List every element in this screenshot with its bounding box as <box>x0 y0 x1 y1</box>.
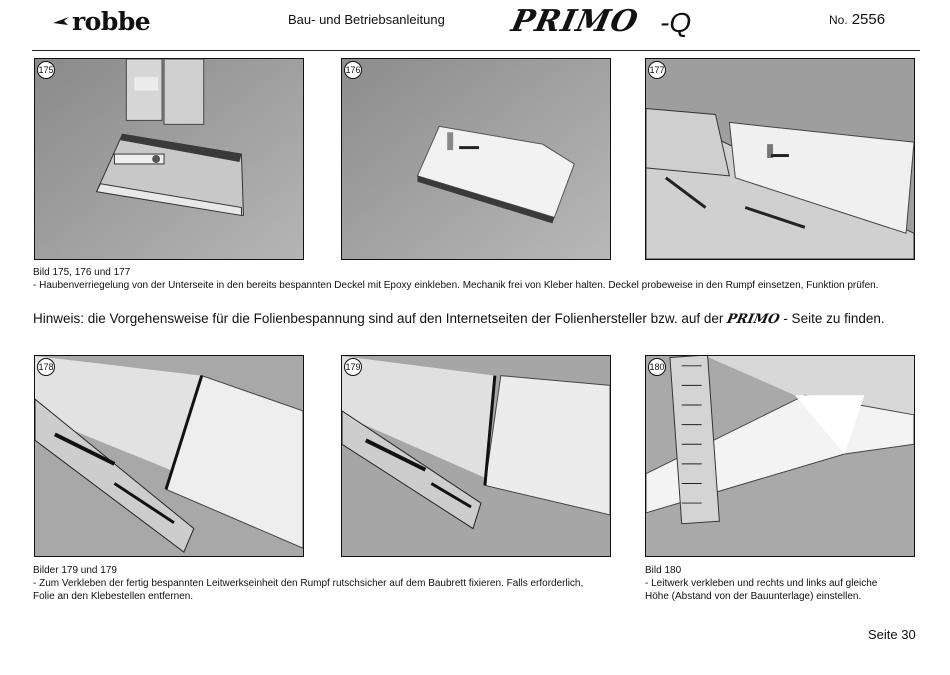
caption-text-row1: - Haubenverriegelung von der Unterseite in den bereits bespannten Deckel mit Epoxy einkleben. Mechanik frei von Kleber halten. Deckel probeweise in den Rumpf einsetzen, Funktion prüfen. <box>33 280 879 291</box>
photo-number-badge: 175 <box>37 61 55 79</box>
caption-line2-row3: Höhe (Abstand von der Bauunterlage) einstellen. <box>645 591 862 602</box>
photo-179 <box>341 355 611 557</box>
hint-text-before: Hinweis: die Vorgehensweise für die Folienbespannung sind auf den Internetseiten der Folienhersteller bzw. auf der <box>33 311 728 326</box>
photo-number-badge: 178 <box>37 358 55 376</box>
photo-number-badge: 179 <box>344 358 362 376</box>
caption-line2-row2: Folie an den Klebestellen entfernen. <box>33 591 194 602</box>
plane-icon <box>52 14 70 28</box>
caption-title-row1: Bild 175, 176 und 177 <box>33 267 131 278</box>
caption-line1-row2: - Zum Verkleben der fertig bespannten Leitwerkseinheit den Rumpf rutschsicher auf dem Baubrett fixieren. Falls erforderlich, <box>33 578 584 589</box>
photo-number-badge: 176 <box>344 61 362 79</box>
photo-176 <box>341 58 611 260</box>
photo-180 <box>645 355 915 557</box>
photo-178 <box>34 355 304 557</box>
hint-text-after: - Seite zu finden. <box>779 311 885 326</box>
primo-logo: PRIMO <box>508 4 642 39</box>
order-number-label: No. <box>829 13 848 27</box>
robbe-logo <box>52 6 150 36</box>
order-number <box>829 11 885 28</box>
caption-title-row3: Bild 180 <box>645 565 682 576</box>
caption-line1-row3: - Leitwerk verkleben und rechts und links auf gleiche <box>645 578 878 589</box>
hint-text <box>33 311 885 327</box>
photo-number-badge: 177 <box>648 61 666 79</box>
photo-number-badge: 180 <box>648 358 666 376</box>
order-number-value: 2556 <box>851 11 886 28</box>
page-number: Seite 30 <box>868 627 916 642</box>
brand-name: robbe <box>72 6 151 36</box>
hint-primo-logo: PRIMO <box>725 312 782 327</box>
caption-title-row2: Bilder 179 und 179 <box>33 565 117 576</box>
document-title: Bau- und Betriebsanleitung <box>288 12 445 27</box>
product-suffix: -Q <box>660 7 692 38</box>
header-divider <box>32 50 920 51</box>
photo-177 <box>645 58 915 260</box>
photo-175 <box>34 58 304 260</box>
